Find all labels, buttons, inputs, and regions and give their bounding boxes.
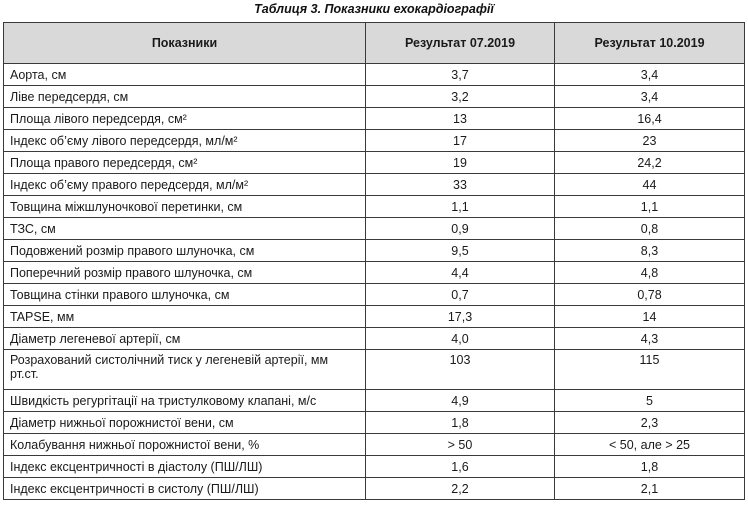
table-row <box>4 262 745 284</box>
parameter-cell: Поперечний розмір правого шлуночка, см <box>4 262 366 284</box>
table-row <box>4 434 745 456</box>
parameter-cell: Індекс об’єму правого передсердя, мл/м² <box>4 174 366 196</box>
result-07-2019-cell: 1,8 <box>366 412 555 434</box>
table-row <box>4 152 745 174</box>
result-07-2019-cell: 1,6 <box>366 456 555 478</box>
result-07-2019-cell: 13 <box>366 108 555 130</box>
result-07-2019-cell: 4,0 <box>366 328 555 350</box>
result-07-2019-cell: 1,1 <box>366 196 555 218</box>
table-row <box>4 196 745 218</box>
result-10-2019-cell: 1,8 <box>555 456 745 478</box>
result-07-2019-cell: 4,4 <box>366 262 555 284</box>
parameter-cell: ТЗС, см <box>4 218 366 240</box>
parameter-cell: Діаметр нижньої порожнистої вени, см <box>4 412 366 434</box>
parameter-cell: Індекс ексцентричності в діастолу (ПШ/ЛШ) <box>4 456 366 478</box>
parameter-cell: Товщина стінки правого шлуночка, см <box>4 284 366 306</box>
result-10-2019-cell: 16,4 <box>555 108 745 130</box>
table-row <box>4 86 745 108</box>
result-07-2019-cell: 4,9 <box>366 390 555 412</box>
result-10-2019-cell: 4,8 <box>555 262 745 284</box>
result-07-2019-cell: 0,9 <box>366 218 555 240</box>
parameter-cell: Індекс ексцентричності в систолу (ПШ/ЛШ) <box>4 478 366 500</box>
parameter-cell: Ліве передсердя, см <box>4 86 366 108</box>
column-header-result-10-2019: Результат 10.2019 <box>555 23 745 64</box>
result-10-2019-cell: 44 <box>555 174 745 196</box>
result-07-2019-cell: 9,5 <box>366 240 555 262</box>
result-10-2019-cell: 0,78 <box>555 284 745 306</box>
result-10-2019-cell: 3,4 <box>555 86 745 108</box>
table-row <box>4 240 745 262</box>
table-row <box>4 412 745 434</box>
result-10-2019-cell: 115 <box>555 350 745 390</box>
table-row <box>4 350 745 390</box>
result-07-2019-cell: 3,7 <box>366 64 555 86</box>
result-07-2019-cell: 103 <box>366 350 555 390</box>
table-header <box>4 23 745 64</box>
parameter-cell: Товщина міжшлуночкової перетинки, см <box>4 196 366 218</box>
result-10-2019-cell: 8,3 <box>555 240 745 262</box>
parameter-cell: Колабування нижньої порожнистої вени, % <box>4 434 366 456</box>
result-10-2019-cell: 23 <box>555 130 745 152</box>
result-10-2019-cell: 5 <box>555 390 745 412</box>
table-row <box>4 390 745 412</box>
table-row <box>4 478 745 500</box>
result-10-2019-cell: < 50, але > 25 <box>555 434 745 456</box>
parameter-cell: Аорта, см <box>4 64 366 86</box>
parameter-cell: Площа лівого передсердя, см² <box>4 108 366 130</box>
result-10-2019-cell: 1,1 <box>555 196 745 218</box>
table-row <box>4 328 745 350</box>
result-07-2019-cell: 19 <box>366 152 555 174</box>
result-07-2019-cell: 2,2 <box>366 478 555 500</box>
parameter-cell: TAPSE, мм <box>4 306 366 328</box>
echocardiography-table <box>3 22 745 500</box>
parameter-cell: Діаметр легеневої артерії, см <box>4 328 366 350</box>
table-row <box>4 64 745 86</box>
table-body <box>4 64 745 500</box>
result-10-2019-cell: 0,8 <box>555 218 745 240</box>
parameter-cell: Швидкість регургітації на тристулковому клапані, м/с <box>4 390 366 412</box>
table-row <box>4 108 745 130</box>
result-07-2019-cell: 0,7 <box>366 284 555 306</box>
table-row <box>4 174 745 196</box>
column-header-parameter: Показники <box>4 23 366 64</box>
result-10-2019-cell: 24,2 <box>555 152 745 174</box>
result-07-2019-cell: 17 <box>366 130 555 152</box>
header-row <box>4 23 745 64</box>
parameter-cell: Індекс об’єму лівого передсердя, мл/м² <box>4 130 366 152</box>
parameter-cell: Подовжений розмір правого шлуночка, см <box>4 240 366 262</box>
table-row <box>4 284 745 306</box>
result-10-2019-cell: 4,3 <box>555 328 745 350</box>
parameter-cell: Розрахований систолічний тиск у легеневій артерії, мм рт.ст. <box>4 350 366 390</box>
result-10-2019-cell: 3,4 <box>555 64 745 86</box>
result-10-2019-cell: 14 <box>555 306 745 328</box>
table-caption: Таблиця 3. Показники ехокардіографії <box>254 2 494 16</box>
column-header-result-07-2019: Результат 07.2019 <box>366 23 555 64</box>
result-07-2019-cell: > 50 <box>366 434 555 456</box>
table-row <box>4 306 745 328</box>
parameter-cell: Площа правого передсердя, см² <box>4 152 366 174</box>
result-07-2019-cell: 33 <box>366 174 555 196</box>
result-10-2019-cell: 2,1 <box>555 478 745 500</box>
result-07-2019-cell: 3,2 <box>366 86 555 108</box>
result-07-2019-cell: 17,3 <box>366 306 555 328</box>
result-10-2019-cell: 2,3 <box>555 412 745 434</box>
table-row <box>4 130 745 152</box>
table-row <box>4 456 745 478</box>
table-row <box>4 218 745 240</box>
